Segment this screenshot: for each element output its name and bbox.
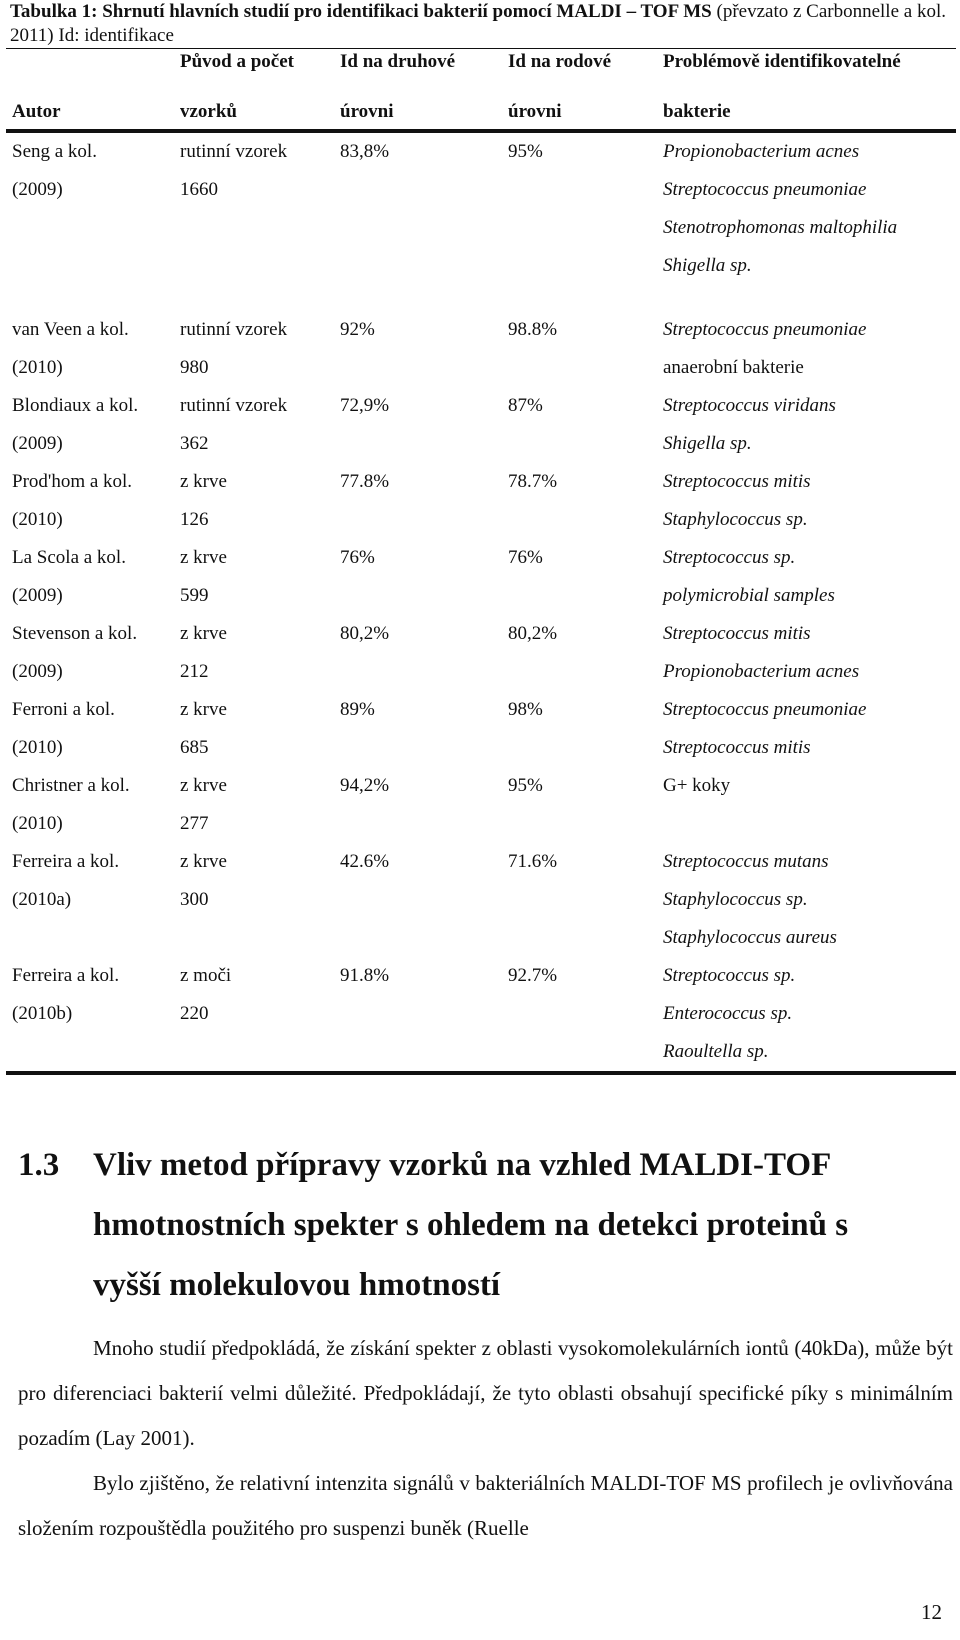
author-cell: La Scola a kol.: [12, 547, 126, 568]
table-row: [6, 577, 956, 615]
paragraph-2: [18, 1461, 953, 1551]
origin-cell: rutinní vzorek: [180, 319, 288, 340]
genus-id-cell: 80,2%: [508, 623, 558, 644]
table-row: [6, 131, 956, 171]
author-cell: Seng a kol.: [12, 141, 97, 162]
spacer-row: [6, 285, 956, 311]
table-row: [6, 843, 956, 881]
author-year-cell: (2010): [12, 509, 63, 530]
empty-cell: [334, 209, 502, 247]
author-year-cell: (2009): [12, 179, 63, 200]
count-cell: 126: [180, 509, 209, 530]
empty-cell: [657, 285, 956, 311]
section-heading: [18, 1135, 953, 1315]
empty-cell: [334, 729, 502, 767]
origin-cell: z krve: [180, 623, 227, 644]
bacteria-cell: Shigella sp.: [663, 433, 752, 454]
table-row: [6, 171, 956, 209]
header-cell: úrovni: [502, 83, 657, 131]
genus-id-cell: 71.6%: [508, 851, 558, 872]
table-row: [6, 729, 956, 767]
species-id-cell: 77.8%: [340, 471, 390, 492]
species-id-cell: 76%: [340, 547, 375, 568]
empty-cell: [334, 285, 502, 311]
section-title-line2: hmotnostních spekter s ohledem na detekci proteinů s: [93, 1207, 849, 1243]
origin-cell: z krve: [180, 775, 227, 796]
bacteria-cell: Streptococcus pneumoniae: [663, 179, 867, 200]
species-id-cell: 92%: [340, 319, 375, 340]
author-cell: Blondiaux a kol.: [12, 395, 139, 416]
empty-cell: [502, 171, 657, 209]
bacteria-cell: Streptococcus mitis: [663, 623, 811, 644]
species-id-cell: 80,2%: [340, 623, 390, 644]
empty-cell: [334, 425, 502, 463]
species-id-cell: 89%: [340, 699, 375, 720]
genus-id-cell: 98.8%: [508, 319, 558, 340]
header-cell: Problémově identifikovatelné: [657, 49, 956, 84]
table-row: [6, 247, 956, 285]
species-id-cell: 91.8%: [340, 965, 390, 986]
empty-cell: [334, 577, 502, 615]
empty-cell: [334, 247, 502, 285]
header-cell: úrovni: [334, 83, 502, 131]
bacteria-cell: Staphylococcus sp.: [663, 889, 808, 910]
empty-cell: [174, 209, 334, 247]
count-cell: 980: [180, 357, 209, 378]
header-cell: [6, 49, 174, 84]
count-cell: 212: [180, 661, 209, 682]
table-row: [6, 311, 956, 349]
bacteria-cell: Propionobacterium acnes: [663, 141, 860, 162]
bacteria-cell: Staphylococcus sp.: [663, 509, 808, 530]
bacteria-cell: anaerobní bakterie: [663, 357, 804, 378]
header-cell: bakterie: [657, 83, 956, 131]
origin-cell: rutinní vzorek: [180, 141, 288, 162]
empty-cell: [334, 653, 502, 691]
count-cell: 277: [180, 813, 209, 834]
empty-cell: [502, 425, 657, 463]
author-cell: Prod'hom a kol.: [12, 471, 133, 492]
empty-cell: [334, 1033, 502, 1073]
bacteria-cell: Streptococcus sp.: [663, 547, 796, 568]
empty-cell: [334, 995, 502, 1033]
empty-cell: [6, 919, 174, 957]
bacteria-cell: Raoultella sp.: [657, 1033, 956, 1073]
empty-cell: [502, 247, 657, 285]
author-year-cell: (2010): [12, 813, 63, 834]
empty-cell: [6, 285, 174, 311]
bacteria-cell: Propionobacterium acnes: [663, 661, 860, 682]
author-cell: Ferreira a kol.: [12, 851, 120, 872]
genus-id-cell: 95%: [508, 775, 543, 796]
table-caption-rest: (převzato z Carbonnelle a kol. 2011) Id: identifikace: [10, 1, 946, 46]
table-row: [6, 1033, 956, 1073]
header-cell: vzorků: [174, 83, 334, 131]
origin-cell: z krve: [180, 471, 227, 492]
table-row: [6, 209, 956, 247]
section-number: 1.3: [18, 1147, 60, 1183]
author-year-cell: (2010a): [12, 889, 72, 910]
species-id-cell: 42.6%: [340, 851, 390, 872]
empty-cell: [502, 285, 657, 311]
empty-cell: [502, 1033, 657, 1073]
table-row: [6, 805, 956, 843]
count-cell: 362: [180, 433, 209, 454]
empty-cell: [334, 805, 502, 843]
table-caption-bold: Tabulka 1: Shrnutí hlavních studií pro identifikaci bakterií pomocí MALDI – TOF MS: [10, 1, 712, 22]
empty-cell: [502, 805, 657, 843]
bacteria-cell: polymicrobial samples: [663, 585, 835, 606]
author-year-cell: (2009): [12, 661, 63, 682]
section-title-line1: Vliv metod přípravy vzorků na vzhled MALDI-TOF: [93, 1147, 832, 1183]
origin-cell: z krve: [180, 547, 227, 568]
author-cell: Ferroni a kol.: [12, 699, 115, 720]
paragraph-text: Bylo zjištěno, že relativní intenzita signálů v bakteriálních MALDI-TOF MS profilech je ovlivňována složením rozpouštědla použitého pro suspenzi buněk (Ruelle: [18, 1471, 953, 1540]
origin-cell: z krve: [180, 699, 227, 720]
bacteria-cell: Streptococcus pneumoniae: [663, 319, 867, 340]
table-row: [6, 691, 956, 729]
empty-cell: [174, 1033, 334, 1073]
bacteria-cell: Streptococcus mitis: [663, 737, 811, 758]
genus-id-cell: 87%: [508, 395, 543, 416]
empty-cell: [334, 919, 502, 957]
empty-cell: [502, 653, 657, 691]
table-row: [6, 653, 956, 691]
genus-id-cell: 92.7%: [508, 965, 558, 986]
header-cell-author: Autor: [6, 83, 174, 131]
table-row: [6, 881, 956, 919]
empty-cell: [6, 209, 174, 247]
bacteria-cell: Streptococcus viridans: [663, 395, 836, 416]
bacteria-cell: Shigella sp.: [663, 255, 752, 276]
count-cell: 1660: [180, 179, 218, 200]
genus-id-cell: 98%: [508, 699, 543, 720]
species-id-cell: 72,9%: [340, 395, 390, 416]
origin-cell: rutinní vzorek: [180, 395, 288, 416]
species-id-cell: 83,8%: [340, 141, 390, 162]
header-cell: Id na rodové: [502, 49, 657, 84]
count-cell: 599: [180, 585, 209, 606]
table-row: [6, 767, 956, 805]
bacteria-cell: Staphylococcus aureus: [663, 927, 837, 948]
bacteria-cell: Stenotrophomonas maltophilia: [663, 217, 898, 238]
empty-cell: [502, 995, 657, 1033]
table-row: [6, 463, 956, 501]
empty-cell: [502, 729, 657, 767]
author-year-cell: (2010): [12, 357, 63, 378]
header-row-top: [6, 49, 956, 84]
table-body: [6, 131, 956, 1073]
author-year-cell: (2009): [12, 585, 63, 606]
header-cell: Id na druhové: [334, 49, 502, 84]
author-cell: Stevenson a kol.: [12, 623, 138, 644]
bacteria-cell: Streptococcus sp.: [663, 965, 796, 986]
empty-cell: [334, 349, 502, 387]
genus-id-cell: 78.7%: [508, 471, 558, 492]
table-caption: [10, 0, 955, 48]
author-cell: Ferreira a kol.: [12, 965, 120, 986]
empty-cell: [334, 171, 502, 209]
table-row: [6, 615, 956, 653]
bacteria-cell: G+ koky: [663, 775, 731, 796]
header-row-bottom: [6, 83, 956, 131]
empty-cell: [502, 501, 657, 539]
bacteria-cell: Streptococcus mitis: [663, 471, 811, 492]
genus-id-cell: 76%: [508, 547, 543, 568]
empty-cell: [502, 577, 657, 615]
table-row: [6, 957, 956, 995]
author-year-cell: (2009): [12, 433, 63, 454]
empty-cell: [174, 285, 334, 311]
table-row: [6, 539, 956, 577]
empty-cell: [502, 919, 657, 957]
table-row: [6, 919, 956, 957]
bacteria-cell: Streptococcus mutans: [663, 851, 829, 872]
author-year-cell: (2010): [12, 737, 63, 758]
empty-cell: [334, 881, 502, 919]
author-year-cell: (2010b): [12, 1003, 73, 1024]
count-cell: 685: [180, 737, 209, 758]
origin-cell: z moči: [180, 965, 232, 986]
table-row: [6, 349, 956, 387]
empty-cell: [502, 209, 657, 247]
table-row: [6, 501, 956, 539]
table-row: [6, 387, 956, 425]
bacteria-cell: Streptococcus pneumoniae: [663, 699, 867, 720]
bacteria-cell: [657, 805, 956, 843]
empty-cell: [334, 501, 502, 539]
author-cell: Christner a kol.: [12, 775, 130, 796]
count-cell: 300: [180, 889, 209, 910]
empty-cell: [6, 247, 174, 285]
table-row: [6, 995, 956, 1033]
header-cell: Původ a počet: [174, 49, 334, 84]
origin-cell: z krve: [180, 851, 227, 872]
empty-cell: [174, 247, 334, 285]
species-id-cell: 94,2%: [340, 775, 390, 796]
count-cell: 220: [180, 1003, 209, 1024]
table-row: [6, 425, 956, 463]
empty-cell: [502, 881, 657, 919]
paragraph-text: Mnoho studií předpokládá, že získání spekter z oblasti vysokomolekulárních iontů (40kDa), může být pro diferenciaci bakterií velmi důležité. Předpokládají, že tyto oblasti obsahují specifické píky s minimálním pozadím (Lay 2001).: [18, 1336, 953, 1450]
page-number: 12: [921, 1600, 942, 1624]
genus-id-cell: 95%: [508, 141, 543, 162]
empty-cell: [502, 349, 657, 387]
empty-cell: [6, 1033, 174, 1073]
author-cell: van Veen a kol.: [12, 319, 129, 340]
bacteria-cell: Enterococcus sp.: [663, 1003, 793, 1024]
studies-table: [6, 48, 956, 1075]
section-title-line3: vyšší molekulovou hmotností: [93, 1267, 501, 1303]
empty-cell: [174, 919, 334, 957]
paragraph-1: [18, 1326, 953, 1461]
